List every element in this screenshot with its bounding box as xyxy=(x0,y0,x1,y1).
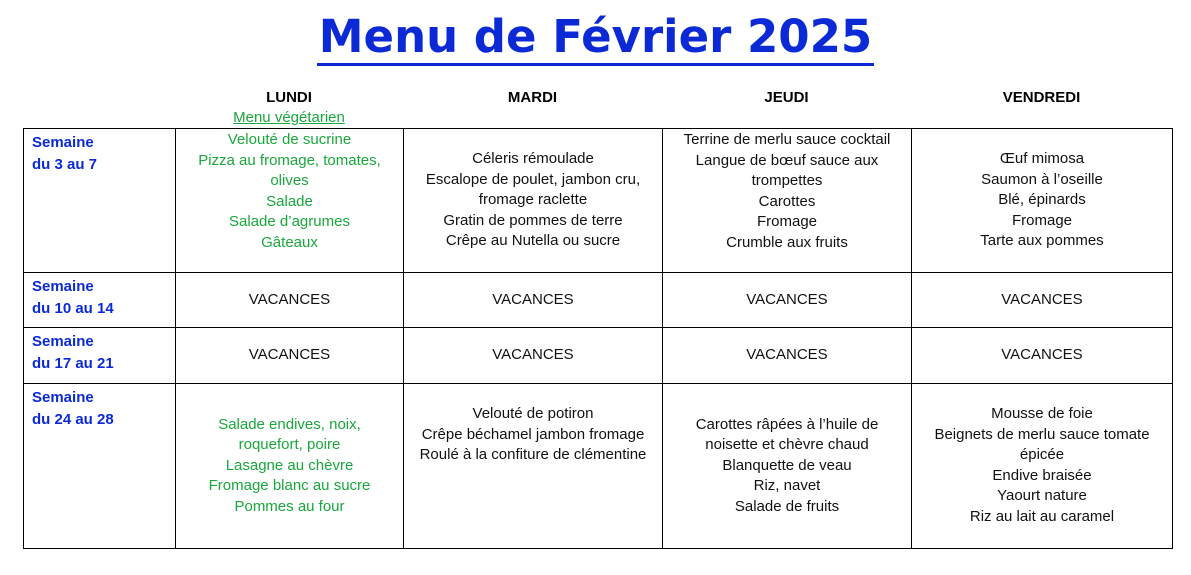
cell-mardi xyxy=(404,384,663,549)
header-lundi: LUNDI xyxy=(266,89,312,106)
cell-jeudi xyxy=(663,129,912,273)
menu-item: Saumon à l’oseille xyxy=(981,170,1103,188)
cell-lundi xyxy=(176,384,404,549)
cell-jeudi: VACANCES xyxy=(663,328,912,384)
cell-mardi: VACANCES xyxy=(404,328,663,384)
cell-vendredi xyxy=(912,384,1173,549)
menu-item: Fromage blanc au sucre xyxy=(208,477,371,495)
menu-item: Velouté de sucrine xyxy=(227,131,352,148)
menu-item: trompettes xyxy=(751,172,823,190)
header-jeudi: JEUDI xyxy=(764,89,809,106)
page-title: Menu de Février 2025 xyxy=(0,8,1191,66)
menu-item: Salade endives, noix, xyxy=(218,415,361,433)
menu-item: fromage raclette xyxy=(478,191,588,209)
menu-item: Roulé à la confiture de clémentine xyxy=(419,446,647,464)
menu-item: Carottes xyxy=(758,192,816,210)
cell-lundi: VACANCES xyxy=(176,273,404,328)
menu-item: Riz, navet xyxy=(753,477,821,495)
menu-item: Blé, épinards xyxy=(998,191,1086,209)
menu-item: Beignets de merlu sauce tomate xyxy=(934,425,1150,443)
cell-jeudi: VACANCES xyxy=(663,273,912,328)
menu-item: Blanquette de veau xyxy=(722,456,852,474)
cell-vendredi: VACANCES xyxy=(912,328,1173,384)
cell-vendredi xyxy=(912,129,1173,273)
menu-item: Fromage xyxy=(756,213,818,231)
week-row-2 xyxy=(24,273,1173,328)
menu-item: Pizza au fromage, tomates, xyxy=(198,151,381,169)
menu-item: roquefort, poire xyxy=(238,436,341,454)
menu-item: Escalope de poulet, jambon cru, xyxy=(425,170,641,188)
vegetarian-menu-label: Menu végétarien xyxy=(233,109,345,126)
menu-item: Céleris rémoulade xyxy=(472,150,594,168)
menu-item: Lasagne au chèvre xyxy=(225,456,354,474)
menu-item: Crumble aux fruits xyxy=(726,233,848,251)
menu-item: Carottes râpées à l’huile de xyxy=(695,415,879,433)
menu-item: Velouté de potiron xyxy=(472,405,594,422)
cell-mardi xyxy=(404,129,663,273)
menu-item: Mousse de foie xyxy=(991,405,1093,422)
cell-lundi: VACANCES xyxy=(176,328,404,384)
cell-lundi xyxy=(176,129,404,273)
week-row-4 xyxy=(24,384,1173,549)
cell-mardi: VACANCES xyxy=(404,273,663,328)
menu-item: Yaourt nature xyxy=(997,487,1087,505)
header-vendredi: VENDREDI xyxy=(1002,89,1081,106)
menu-item: olives xyxy=(270,172,309,190)
menu-item: Crêpe béchamel jambon fromage xyxy=(421,425,645,443)
week-label: Semaine du 3 au 7 xyxy=(24,129,176,273)
week-label: Semaine du 10 au 14 xyxy=(24,273,176,328)
menu-item: Salade d’agrumes xyxy=(229,213,350,231)
menu-item: Tarte aux pommes xyxy=(980,232,1104,250)
menu-item: Gratin de pommes de terre xyxy=(443,211,623,229)
week-label: Semaine du 24 au 28 xyxy=(24,384,176,549)
menu-item: Salade xyxy=(266,192,313,210)
menu-table xyxy=(23,128,1173,549)
week-row-3 xyxy=(24,328,1173,384)
menu-item: Crêpe au Nutella ou sucre xyxy=(445,232,621,250)
menu-item: Salade de fruits xyxy=(734,497,840,515)
menu-item: Langue de bœuf sauce aux xyxy=(695,151,879,169)
menu-item: Endive braisée xyxy=(992,466,1092,484)
week-label: Semaine du 17 au 21 xyxy=(24,328,176,384)
menu-item: Œuf mimosa xyxy=(999,150,1085,168)
menu-item: Pommes au four xyxy=(234,497,345,515)
menu-item: Riz au lait au caramel xyxy=(969,507,1115,525)
cell-vendredi: VACANCES xyxy=(912,273,1173,328)
header-mardi: MARDI xyxy=(507,89,558,106)
menu-item: noisette et chèvre chaud xyxy=(705,436,869,454)
menu-item: épicée xyxy=(1019,446,1065,464)
menu-item: Fromage xyxy=(1011,211,1073,229)
week-row-1 xyxy=(24,129,1173,273)
menu-item: Terrine de merlu sauce cocktail xyxy=(683,131,891,148)
menu-item: Gâteaux xyxy=(261,233,318,251)
cell-jeudi xyxy=(663,384,912,549)
